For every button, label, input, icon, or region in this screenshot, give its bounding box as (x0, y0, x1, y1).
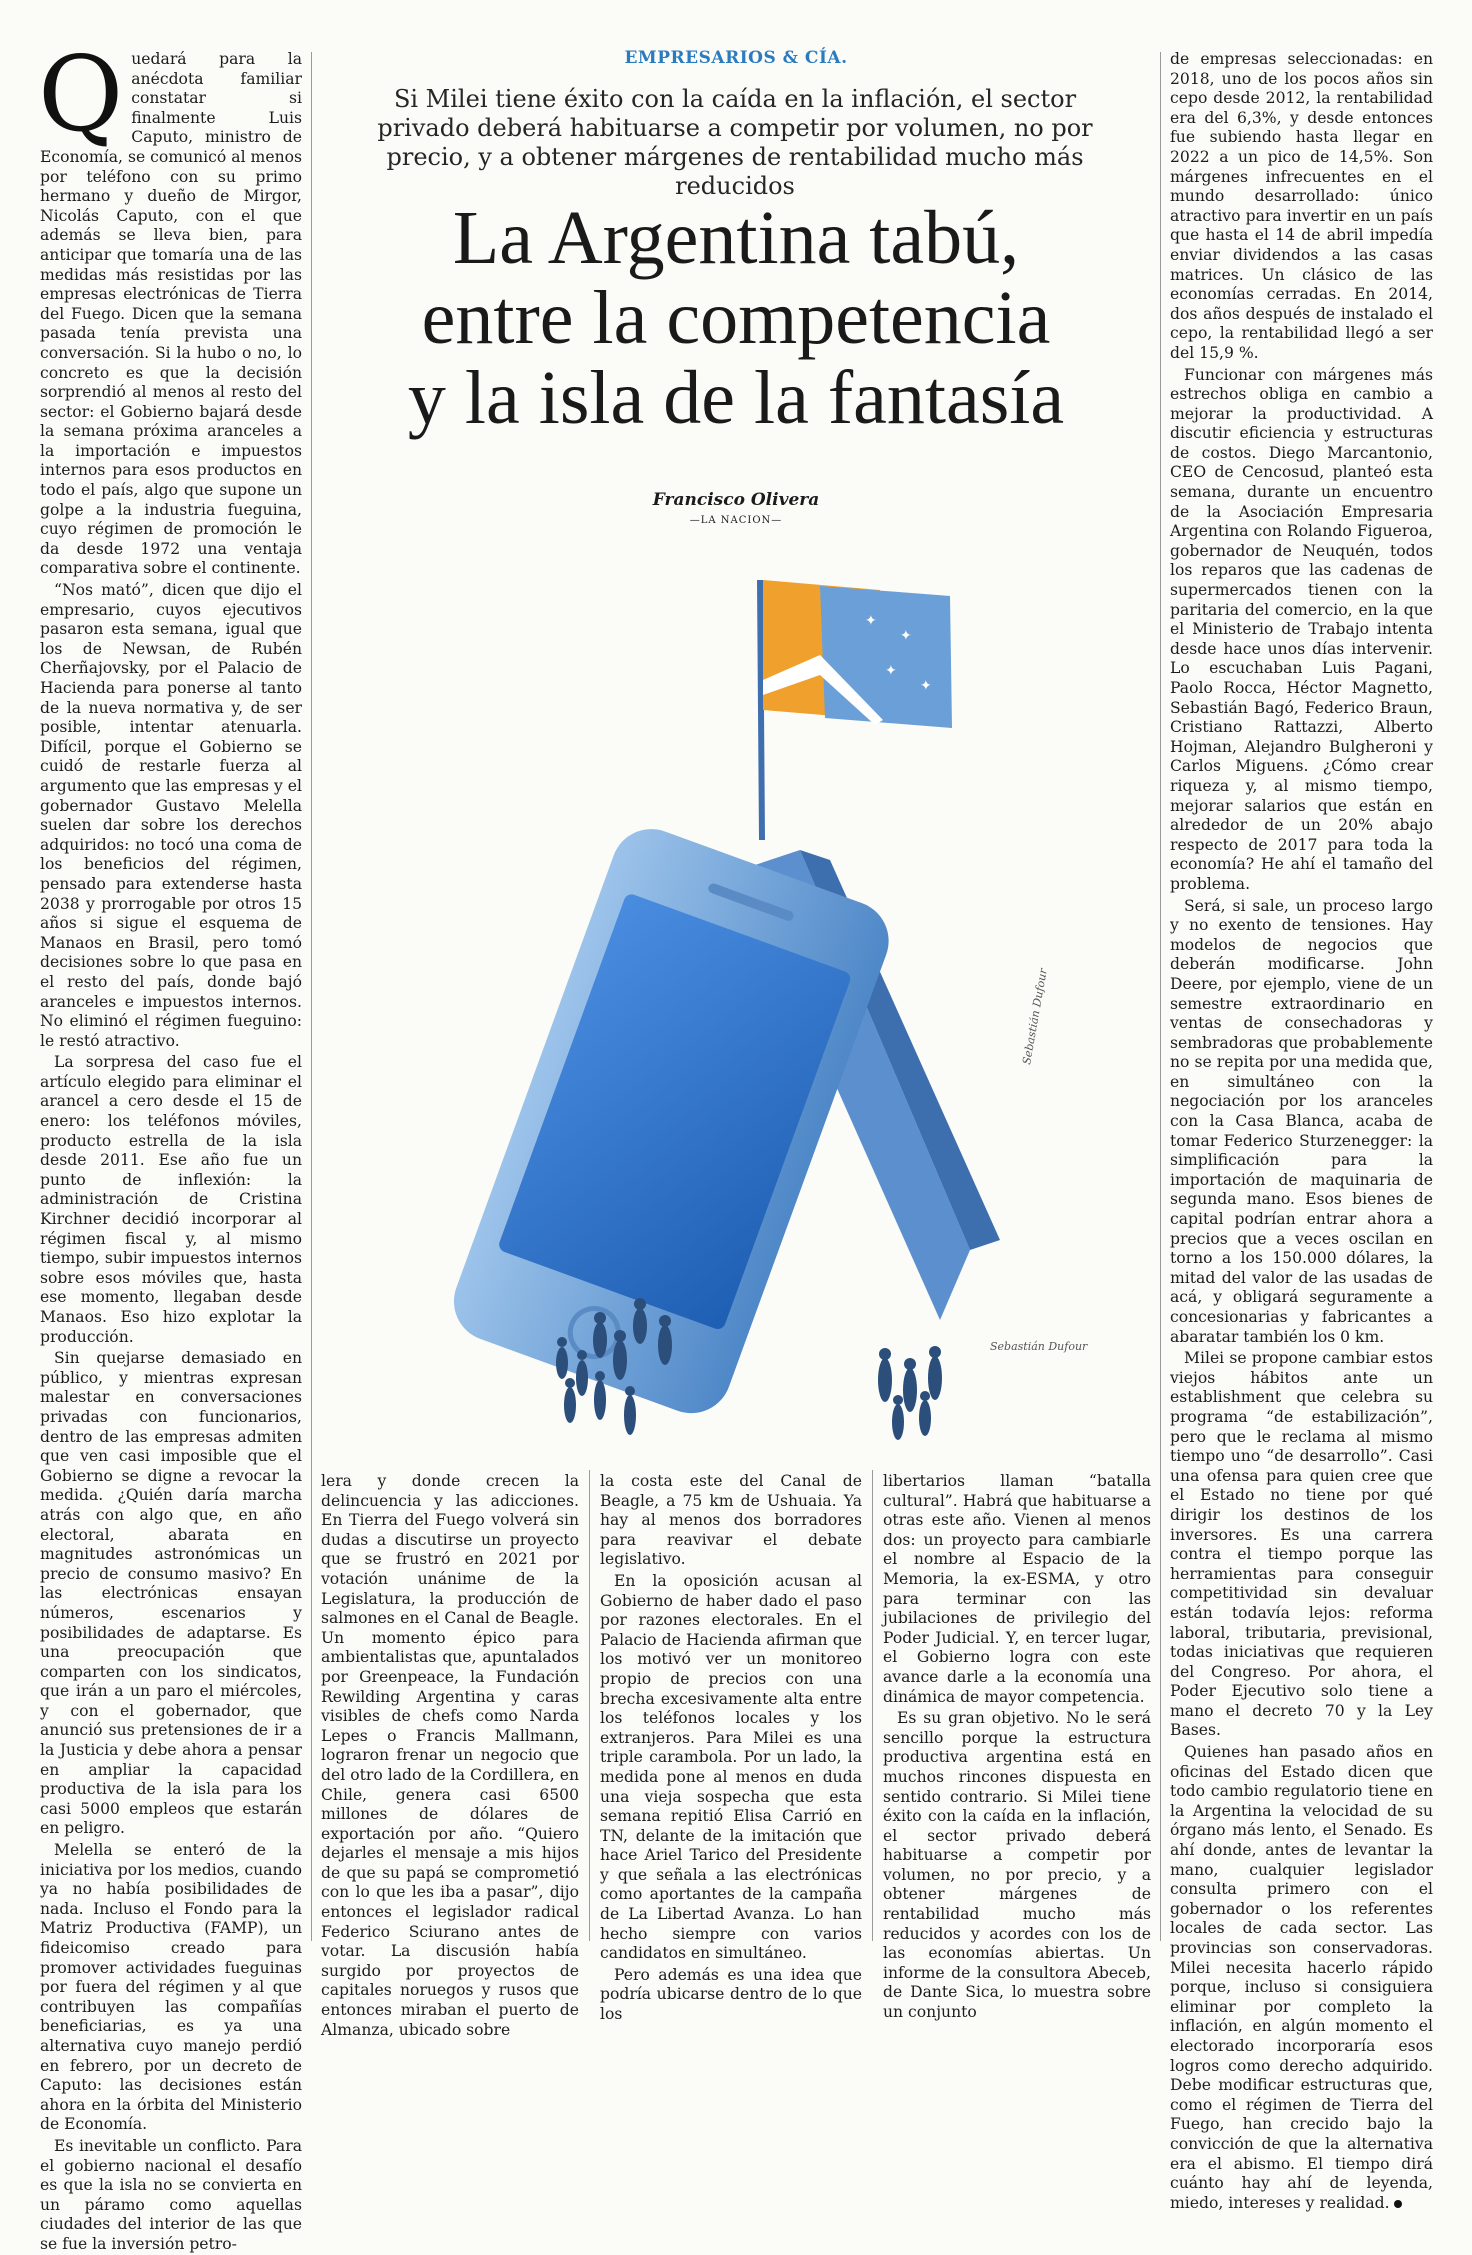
article-paragraph: Melella se enteró de la iniciativa por los medios, cuando ya no había posibilidades de nada. Incluso el Fondo para la Matriz Productiva (FAMP), un fideicomiso creado para promover actividades fueguinas por fuera del régimen y al que contribuyen las compañías beneficiarias, es ya una alternativa cuyo manejo perdió en febrero, por un decreto de Caputo: las decisiones están ahora en la órbita del Ministerio de Economía. (40, 1841, 302, 2134)
article-paragraph: Pero además es una idea que podría ubicarse dentro de lo que los (600, 1965, 862, 2024)
column-rule (311, 52, 312, 1941)
svg-text:✦: ✦ (900, 628, 912, 644)
article-paragraph: Es su gran objetivo. No le será sencillo porque la estructura productiva argentina está en muchos rincones dispuesta en sentido contrario. Si Milei tiene éxito con la caída en la inflación, el sector privado deberá habituarse a competir por volumen, no por precio, y a obtener márgenes de rentabilidad mucho más reducidos y acordes con los de las economías abiertas. Un informe de la consultora Abeceb, de Dante Sica, lo muestra sobre un conjunto (883, 1709, 1151, 2022)
drop-cap: Q (38, 33, 124, 155)
headline-line: y la isla de la fantasía (407, 356, 1065, 440)
svg-text:✦: ✦ (920, 678, 932, 694)
phone-icon (443, 818, 900, 1425)
article-column-5 (1170, 50, 1433, 2213)
column-rule (589, 1470, 590, 1941)
article-paragraph: libertarios llaman “batalla cultural”. Habrá que habituarse a otras este año. Vienen al menos dos: un proyecto para cambiarle el nombre al Espacio de la Memoria, la ex-ESMA, y otro para terminar con las jubilaciones de privilegio del Poder Judicial. Y, en tercer lugar, el Gobierno logra con este avance darle a la economía una dinámica de mayor competencia. (883, 1472, 1151, 1706)
article-paragraph: Quienes han pasado años en oficinas del Estado dicen que todo cambio regulatorio tiene en la Argentina la velocidad de su órgano más lento, el Senado. Es ahí donde, antes de levantar la mano, cualquier legislador consulta primero con el gobernador o los referentes locales de cada sector. Las provincias son conservadoras. Milei necesita hacerlo rápido porque, incluso si consiguiera eliminar por completo la inflación, en algún momento el electorado incorporaría esos logros como derecho adquirido. Debe modificar estructuras que, como el régimen de Tierra del Fuego, han crecido bajo la convicción de que la alternativa era el abismo. El tiempo dirá cuánto hay ahí de leyenda, miedo, intereses y realidad. (1170, 1743, 1433, 2212)
article-paragraph: Sin quejarse demasiado en público, y mientras expresan malestar en conversaciones privadas con funcionarios, dentro de las empresas admiten que ven casi imposible que el Gobierno se digne a revocar la medida. ¿Quién daría marcha atrás con algo que, en año electoral, abarata en magnitudes astronómicas un precio de consumo masivo? En las electrónicas ensayan números, escenarios y posibilidades de adaptarse. Es una preocupación que comparten con los sindicatos, que irán a un paro el miércoles, y con el gobernador, que anunció sus pretensiones de ir a la Justicia y debe ahora a pensar en ampliar la capacidad productiva de la isla para los casi 5000 empleos que estarán en peligro. (40, 1349, 302, 1838)
headline-line: La Argentina tabú, (452, 196, 1020, 280)
article-column-4 (883, 1472, 1151, 2023)
illustration (330, 560, 1150, 1460)
flag-pole (760, 580, 762, 840)
section-label: EMPRESARIOS & CÍA. (624, 48, 848, 68)
phone-flag-illustration (330, 560, 1150, 1460)
article-paragraph: la costa este del Canal de Beagle, a 75 km de Ushuaia. Ya hay al menos dos borradores para reavivar el debate legislativo. (600, 1472, 862, 1569)
headline (321, 198, 1151, 438)
column-rule (872, 1470, 873, 1941)
article-column-3 (600, 1472, 862, 2025)
artist-signature: Sebastián Dufour (990, 1340, 1088, 1353)
article-paragraph: de empresas seleccionadas: en 2018, uno de los pocos años sin cepo desde 2012, la rentabilidad era del 6,3%, y desde entonces fue subiendo hasta llegar en 2022 a un pico de 14,5%. Son márgenes infrecuentes en el mundo desarrollado: único atractivo para invertir en un país que hasta el 14 de abril impedía enviar dividendos a las casas matrices. Un clásico de las economías cerradas. En 2014, dos años después de instalado el cepo, la rentabilidad llegó a ser del 15,9 %. (1170, 50, 1433, 362)
article-paragraph: En la oposición acusan al Gobierno de haber dado el paso por razones electorales. En el Palacio de Hacienda afirman que los motivó ver un monitoreo propio de precios con una brecha excesivamente alta entre los teléfonos locales y los extranjeros. Para Milei es una triple carambola. Por un lado, la medida pone al menos en duda una vieja sospecha que esta semana repitió Elisa Carrió en TN, delante de la imitación que hace Ariel Tarico del Presidente y que señala a las electrónicas como aportantes de la campaña de La Libertad Avanza. Lo han hecho siempre con varios candidatos en simultáneo. (600, 1571, 862, 1963)
article-paragraph: “Nos mató”, dicen que dijo el empresario, cuyos ejecutivos pasaron esta semana, igual que los de Newsan, de Rubén Cherñajovsky, por el Palacio de Hacienda para ponerse al tanto de la nueva normativa y, de ser posible, intentar atenuarla. Difícil, porque el Gobierno se cuidó de restarle fuerza al argumento que las empresas y el gobernador Gustavo Melella suelen dar sobre los derechos adquiridos: no tocó una coma de los beneficios del régimen, pensado para extenderse hasta 2038 y prorrogable por otros 15 años si sigue el esquema de Manaos en Brasil, pero tomó decisiones sobre lo que pasa en el resto del país, donde bajó aranceles e impuestos internos. No eliminó el régimen fueguino: le restó atractivo. (40, 581, 302, 1050)
flag-icon (763, 580, 952, 728)
article-paragraph: Funcionar con márgenes más estrechos obliga en cambio a mejorar la productividad. A discutir eficiencia y estructuras de costos. Diego Marcantonio, CEO de Cencosud, planteó esta semana, durante un encuentro de la Asociación Empresaria Argentina con Rolando Figueroa, gobernador de Neuquén, todos los reparos que las cadenas de supermercados tienen con la paritaria del comercio, en la que el Ministerio de Trabajo intenta desde hace unos días intervenir. Lo escuchaban Luis Pagani, Paolo Rocca, Héctor Magnetto, Sebastián Bagó, Federico Braun, Cristiano Rattazzi, Alberto Hojman, Alejandro Bulgheroni y Carlos Miguens. ¿Cómo crear riqueza y, al mismo tiempo, mejorar salarios que están en alrededor de un 20% abajo respecto de 2017 para toda la economía? He ahí el tamaño del problema. (1170, 365, 1433, 893)
column-rule (1160, 52, 1161, 1941)
article-paragraph: Será, si sale, un proceso largo y no exento de tensiones. Hay modelos de negocios que deberán modificarse. John Deere, por ejemplo, viene de un semestre extraordinario en ventas de consechadoras y sembradoras que probablemente no se repita por una medida que, en simultáneo con la negociación por los aranceles con la Casa Blanca, acaba de tomar Federico Sturzenegger: la simplificación para la importación de maquinaria de segunda mano. Esos bienes de capital podrían entrar ahora a precios que a veces oscilan en torno a los 150.000 dólares, la mitad del valor de las usadas de acá, y obligará seguramente a concesionarias y fabricantes a abaratar también los 0 km. (1170, 896, 1433, 1346)
author-byline: Francisco Olivera (652, 490, 820, 510)
article-paragraph: La sorpresa del caso fue el artículo elegido para eliminar el arancel a cero desde el 15 de enero: los teléfonos móviles, producto estrella de la isla desde 2011. Ese año fue un punto de inflexión: la administración de Cristina Kirchner decidió incorporar al régimen fiscal y, al mismo tiempo, subir impuestos internos sobre esos móviles que, hasta ese momento, llegaban desde Manaos. Eso hizo explotar la producción. (40, 1053, 302, 1346)
article-paragraph: Milei se propone cambiar estos viejos hábitos ante un establishment que celebra su programa “de estabilización”, pero que le reclama al mismo tiempo uno “de desarrollo”. Casi una ofensa para quien cree que el Estado no tiene por qué dirigir los destinos de los inversores. Es una carrera contra el tiempo porque las herramientas para conseguir competitividad sin devaluar están todavía lejos: reforma laboral, tributaria, previsional, todas iniciativas que requieren del Congreso. Por ahora, el Poder Ejecutivo solo tiene a mano el decreto 70 y la Ley Bases. (1170, 1349, 1433, 1740)
article-column-1 (38, 33, 302, 2255)
article-column-2 (321, 1472, 579, 2040)
artist-signature: Sebastián Dufour (1020, 967, 1050, 1066)
svg-text:✦: ✦ (885, 663, 897, 679)
end-of-article-icon (1394, 2200, 1402, 2208)
publication-credit: —LA NACION— (689, 515, 783, 526)
article-paragraph: Es inevitable un conflicto. Para el gobierno nacional el desafío es que la isla no se convierta en un páramo como aquellas ciudades del interior de las que se fue la inversión petro- (40, 2136, 302, 2253)
headline-line: entre la competencia (421, 276, 1051, 360)
article-paragraph: lera y donde crecen la delincuencia y las adicciones. En Tierra del Fuego volverá sin dudas a discutirse un proyecto que se frustró en 2021 por votación unánime de la Legislatura, la producción de salmones en el Canal de Beagle. Un momento épico para ambientalistas que, apuntalados por Greenpeace, la Fundación Rewilding Argentina y caras visibles de chefs como Narda Lepes o Francis Mallmann, lograron frenar un negocio que del otro lado de la Cordillera, en Chile, genera casi 6500 millones de dólares de exportación por año. “Quiero dejarles el mensaje a mis hijos de que su papá se comprometió con lo que les iba a pasar”, dijo entonces el legislador radical Federico Sciurano antes de votar. La discusión había surgido por proyectos de capitales noruegos y rusos que entonces miraban el puerto de Almanza, ubicado sobre (321, 1472, 579, 2039)
article-paragraph: Quedará para la anécdota familiar constatar si finalmente Luis Caputo, ministro de Economía, se comunicó al menos por teléfono con su primo hermano y dueño de Mirgor, Nicolás Caputo, con el que además se lleva bien, para anticipar que tomaría una de las medidas más resistidas por las empresas electrónicas de Tierra del Fuego. Dicen que la semana pasada tenía prevista una conversación. Si la hubo o no, lo concreto es que la decisión sorprendió al menos al resto del sector: el Gobierno bajará desde la semana próxima aranceles a la importación e impuestos internos para esos productos en todo el país, algo que supone un golpe a la industria fueguina, cuyo régimen de promoción le da desde 1972 una ventaja comparativa sobre el continente. (38, 33, 302, 578)
svg-text:✦: ✦ (865, 613, 877, 629)
article-deck: Si Milei tiene éxito con la caída en la inflación, el sector privado deberá habituarse a competir por volumen, no por precio, y a obtener márgenes de rentabilidad mucho más reducidos (377, 85, 1093, 200)
